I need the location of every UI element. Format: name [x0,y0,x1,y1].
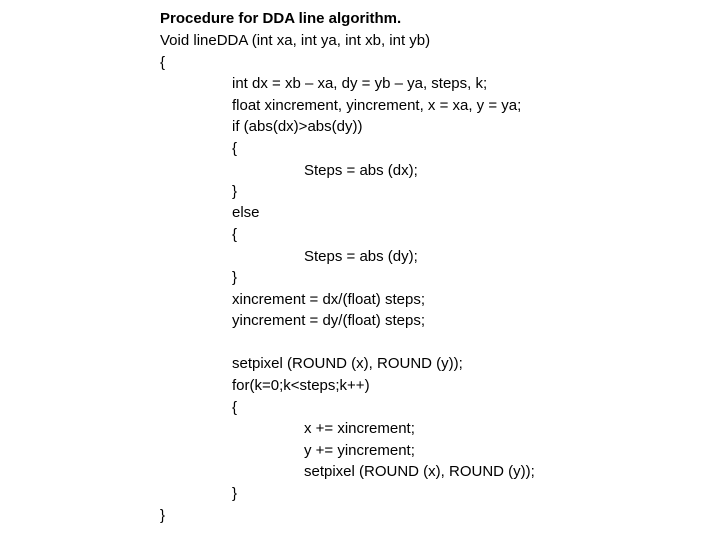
xincrement-statement: xincrement = dx/(float) steps; [232,291,425,308]
function-open-brace: { [160,54,166,71]
setpixel-loop-statement: setpixel (ROUND (x), ROUND (y)); [304,463,535,480]
else-open-brace: { [232,226,238,243]
for-loop-header: for(k=0;k<steps;k++) [232,377,370,394]
int-declarations: int dx = xb – xa, dy = yb – ya, steps, k; [232,75,488,92]
x-update-statement: x += xincrement; [304,420,415,437]
for-open-brace: { [232,399,238,416]
for-close-brace: } [232,485,238,502]
else-close-brace: } [232,269,238,286]
function-close-brace: } [160,507,166,524]
steps-dy-statement: Steps = abs (dy); [304,248,418,265]
if-close-brace: } [232,183,238,200]
if-condition: if (abs(dx)>abs(dy)) [232,118,363,135]
function-signature: Void lineDDA (int xa, int ya, int xb, int yb) [160,32,431,49]
steps-dx-statement: Steps = abs (dx); [304,162,418,179]
procedure-title: Procedure for DDA line algorithm. [160,10,402,27]
else-keyword: else [232,204,260,221]
setpixel-initial-statement: setpixel (ROUND (x), ROUND (y)); [232,355,463,372]
if-open-brace: { [232,140,238,157]
float-declarations: float xincrement, yincrement, x = xa, y = ya; [232,97,522,114]
yincrement-statement: yincrement = dy/(float) steps; [232,312,425,329]
y-update-statement: y += yincrement; [304,442,415,459]
